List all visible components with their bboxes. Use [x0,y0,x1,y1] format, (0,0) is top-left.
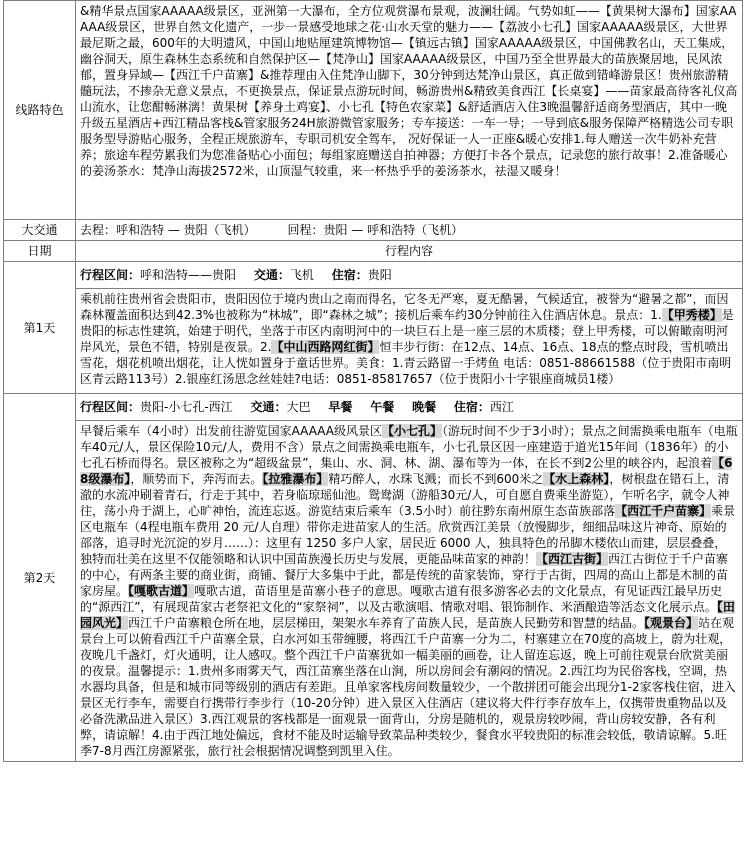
day2-highlight-1: 【小七孔】 [382,424,443,438]
route-features-text: &精华景点国家AAAAA级景区，亚洲第一大瀑布，全方位观赏瀑布景观，波澜壮阔。气势如虹——【黄果树大瀑布】国家AAAAA级景区，世界自然文化遗产，一步一景感受地球之花·山水天堂的魅力——【荔波小七孔】国家AAAAA级景区，大世界最尼斯之最，600年的大明遗风，中国山地贴厘建筑博物馆—【镇远古镇】国家AAAAA级景区，中国佛教名山，天工集成，幽谷洞天，原生森林生态系统和自然保护区—【梵净山】国家AAAAA级景区，中国乃至全世界最大的苗族聚居地，民风浓郁，置身异域—【西江千户苗寨】&推荐理由入住梵净山脚下，30分钟到达梵净山景区，真正做到错峰游景区！贵州旅游精髓玩法，不掺杂无意义景点，不更换景点，保证景点游玩时间，畅游贵州&精致美食西江【长桌宴】——苗家最高待客礼仪高山流水，让您酣畅淋漓！黄果树【养身土鸡宴】、小七孔【特色农家菜】&舒适酒店入住3晚温馨舒适商务型酒店，其中一晚升级五星酒店+西江精品客栈&管家服务24H旅游微管家服务；专车接送：一车一导；一导到底&服务保障严格精选公司专职服务型导游贴心服务，全程正规旅游车，专职司机安全驾车， 况好保证一人一正座&暖心安排1.每人赠送一次牛奶补充营养；旅途车程劳累我们为您准备贴心小面包；每组家庭赠送自拍神器；方便打卡各个景点，记录您的旅行故事！2.准备暖心的姜汤茶水：梵净山海拔2572米，山顶湿气较重，来一杯热乎乎的姜汤茶水，祛湿又暖身！ [76,1,743,220]
transport-value [76,220,743,241]
stay-prefix: 住宿： [331,268,368,282]
day2-highlight-8: 【田园风光】 [80,600,735,630]
day2-highlight-3: 【拉雅瀑布】 [262,472,329,486]
transport-prefix: 交通： [253,268,290,282]
day2-label: 第2天 [4,394,76,762]
route-features-label: 线路特色 [4,1,76,220]
day1-text-3: 恒丰步行街：在12点、14点、16点、18点的整点时段，雪机喷出雪花，烟花机喷出烟花，让人恍如置身于童话世界。美食：1.青云路留一手烤鱼 电话：0851-88661588（位于贵阳市南明区青云路113号）2.银座红汤思念丝娃娃?电话：0851-85817657（位于贵阳小十字银座商城员1楼） [80,340,732,386]
meal-lunch: 午餐 [370,400,395,414]
day2-text-3: ，顺势而下，奔泻而去。 [130,472,263,486]
day2-detail-row [4,421,743,762]
route-value: 呼和浩特——贵阳 [140,268,237,282]
day2-highlight-4: 【水上森林】 [543,472,610,486]
content-header: 行程内容 [76,241,743,262]
itinerary-table [3,0,743,762]
transport-value-day: 大巴 [286,400,311,414]
stay-value: 西江 [489,400,514,414]
day1-highlight-2: 【中山西路网红街】 [271,340,380,354]
route-features-row [4,1,743,220]
day2-text-1: 早餐后乘车（4小时）出发前往游览国家AAAAA级风景区 [80,424,383,438]
day1-detail [76,289,743,394]
day1-text-2: 是贵阳的标志性建筑，始建于明代，坐落于市区内南明河中的一块巨石上是一座三层的木质楼；登上甲秀楼，可以俯瞰南明河岸风光，景色不错，特别是夜景。2. [80,308,734,354]
transport-value-day: 飞机 [289,268,314,282]
date-header: 日期 [4,241,76,262]
day2-text-6: 乘景区电瓶车（4程电瓶车费用 20 元/人自理）带你走进苗家人的生活。欣赏西江美景（放慢脚步，细细品味这片神奇、原始的部落，追寻时光沉淀的岁月……）：这里有 1250 多户人家，居民近 6000 人，独具特色的吊脚木楼依山而建，层层叠叠，独特而壮美在这里不仅能领略和认识中国苗族漫长历史与发展，更能品味苗家的神韵！ [80,504,736,566]
day2-text-10: 站在观景台上可以俯看西江千户苗寨全景，白水河如玉带缠腰，将西江千户苗寨一分为二，村寨建立在70度的高坡上，蔚为壮观，夜晚几千盏灯，灯火通明，让人感叹。整个西江千户苗寨犹如一幅美丽的画卷，让人留连忘返，晚上可前往观景台欣赏美丽的夜景。温馨提示：1.贵州多雨雾天气，西江苗寨坐落在山涧，所以房间会有潮闷的情况。2.西江均为民俗客栈，空调，热水器均具备，但是和城市同等级别的酒店有差距。且单家客栈房间数量较少，一个散拼团可能会出现分1-2家客栈住宿，进入景区无行李车，需要自行携带行李步行（10-20分钟）进入景区入住酒店（建议将大件行李存放车上，仅携带贵重物品以及必备洗漱品进入景区）3.西江观景的客栈都是一面观景一面背山，分房是随机的，观景房较吵闹，背山房较安静，各有利弊，请谅解！4.由于西江地处偏远，食材不能及时运输导致菜品种类较少，餐食水平较贵阳的标准会较低，敬请谅解。5.旺季7-8月西江房源紧张，旅行社会根据情况调整到凯里入住。 [80,616,736,758]
table-header-row [4,241,743,262]
day2-highlight-9: 【观景台】 [644,616,699,630]
route-prefix: 行程区间： [80,268,141,282]
day1-detail-row [4,289,743,394]
day1-highlight-1: 【甲秀楼】 [661,308,722,322]
day2-detail [76,421,743,762]
day2-highlight-7: 【嘎歌古道】 [128,584,195,598]
stay-prefix: 住宿： [453,400,490,414]
outbound-route: 去程：呼和浩特 — 贵阳（飞机） [80,223,256,237]
meal-breakfast: 早餐 [328,400,353,414]
day2-highlight-2: 【68级瀑布】 [80,456,733,486]
day2-text-9: 西江千户苗寨粮仓所在地，层层梯田，架架水车养育了苗族人民，是苗族人民勤劳和智慧的结晶。 [128,616,645,630]
day2-highlight-5: 【西江千户苗寨】 [615,504,712,518]
day1-text-1: 乘机前往贵州省会贵阳市，贵阳因位于境内贵山之南而得名，它冬无严寒，夏无酷暑，气候适宜，被誉为“避暑之都”，而因森林覆盖面积达到42.3%也被称为“林城”，即“森林之城”；接机后乘车约30分钟前往入住酒店休息。景点：1. [80,292,729,322]
day2-row [4,394,743,421]
day2-text-5: ，树根盘在错石上，清澈的水流冲刷着青石，行走于其中，若身临琼瑶仙池。鸳鸯湖（游船30元/人，可自愿自费乘坐游览），乍听名字，就令人神往，荡小舟于湖上，心旷神怡，流连忘返。游览结束后乘车（3.5小时）前往黔东南州原生态苗族部落 [80,472,730,518]
return-route: 回程：贵阳 — 呼和浩特（飞机） [287,223,464,237]
day2-summary [76,394,743,421]
day2-text-8: 嘎歌古道，苗语里是苗寨小巷子的意思。嘎歌古道有很多游客必去的文化景点，有见证西江最早历史的“源西江”，有展现苗家古老祭祀文化的“家祭祠”，以及古歌演唱、情歌对唱、银饰制作、米酒酿造等活态文化展示点。 [80,584,723,614]
transport-label: 大交通 [4,220,76,241]
day2-text-2: （游玩时间不少于3小时）；景点之间需换乘电瓶车（电瓶车40元/人，景区保险10元/人，费用不含）景点之间需换乘电瓶车，小七孔景区因一座建造于道光15年间（1836年）的小七孔石桥而得名。景区被称之为“超级盆景”，集山、水、洞、林、湖、瀑布等为一体，在长不到2公里的峡谷内，起浪着 [80,424,738,470]
transport-row [4,220,743,241]
route-value: 贵阳-小七孔-西江 [140,400,233,414]
day2-highlight-6: 【西江古街】 [536,552,609,566]
route-prefix: 行程区间： [80,400,141,414]
day1-label: 第1天 [4,262,76,394]
day2-text-4: 精巧醉人，水珠飞溅；而长不到600米之 [328,472,544,486]
day2-text-7: 西江古街位于千户苗寨的中心，有两条主要的商业街，商铺、餐厅大多集中于此，都是传统的苗家装饰，穿行于古街，四周的高山上都是木制的苗家房屋。 [80,552,729,598]
meal-dinner: 晚餐 [412,400,437,414]
stay-value: 贵阳 [367,268,392,282]
day1-summary [76,262,743,289]
day1-row [4,262,743,289]
transport-prefix: 交通： [250,400,287,414]
